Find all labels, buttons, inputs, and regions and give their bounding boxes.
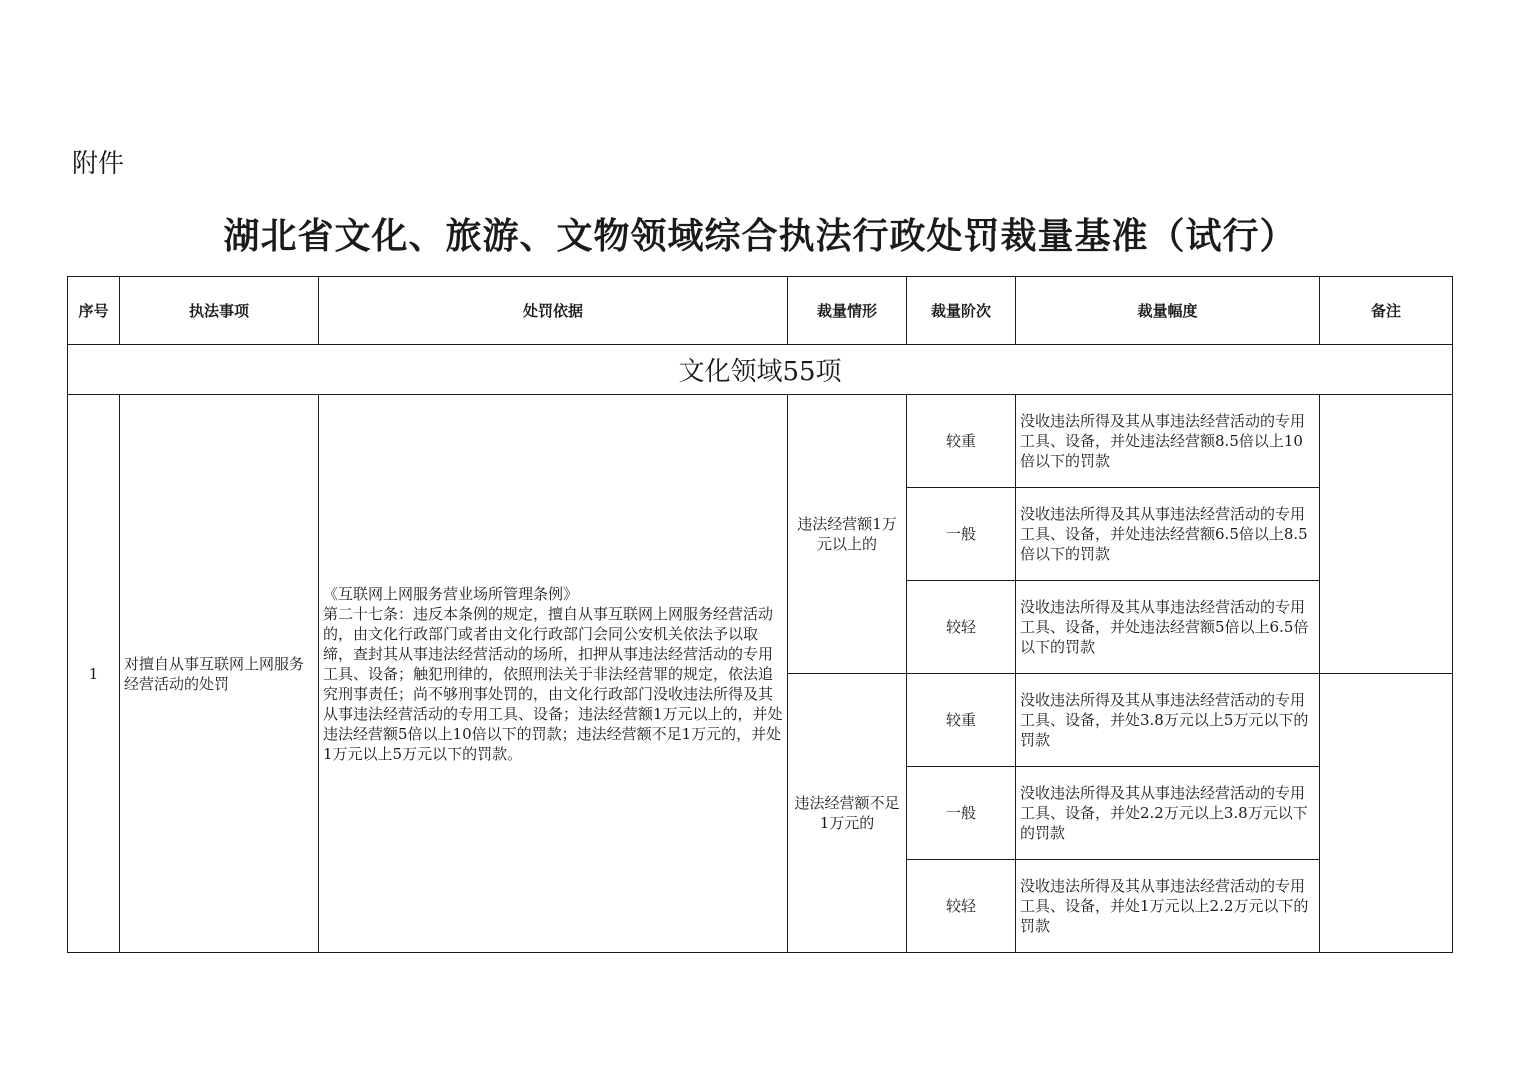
item-basis xyxy=(319,395,788,953)
grade-cell: 较轻 xyxy=(907,860,1016,953)
range-cell: 没收违法所得及其从事违法经营活动的专用工具、设备，并处1万元以上2.2万元以下的罚款 xyxy=(1016,860,1320,953)
header-grade: 裁量阶次 xyxy=(907,277,1016,345)
grade-cell: 一般 xyxy=(907,488,1016,581)
range-cell: 没收违法所得及其从事违法经营活动的专用工具、设备，并处3.8万元以上5万元以下的罚款 xyxy=(1016,674,1320,767)
item-seq: 1 xyxy=(68,395,120,953)
section-row xyxy=(68,345,1453,395)
header-seq: 序号 xyxy=(68,277,120,345)
document-title: 湖北省文化、旅游、文物领域综合执法行政处罚裁量基准（试行） xyxy=(223,215,1297,257)
situation-2: 违法经营额不足1万元的 xyxy=(788,674,907,953)
header-range: 裁量幅度 xyxy=(1016,277,1320,345)
remark-cell xyxy=(1320,395,1453,674)
basis-title: 《互联网上网服务营业场所管理条例》 xyxy=(323,584,579,603)
range-cell: 没收违法所得及其从事违法经营活动的专用工具、设备，并处2.2万元以上3.8万元以下的罚款 xyxy=(1016,767,1320,860)
table-row xyxy=(68,395,1453,488)
attachment-label: 附件 xyxy=(72,149,125,179)
basis-text: 第二十七条：违反本条例的规定，擅自从事互联网上网服务经营活动的，由文化行政部门或者由文化行政部门会同公安机关依法予以取缔，查封其从事违法经营活动的场所，扣押从事违法经营活动的专用工具、设备；触犯刑律的，依照刑法关于非法经营罪的规定，依法追究刑事责任；尚不够刑事处罚的，由文化行政部门没收违法所得及其从事违法经营活动的专用工具、设备；违法经营额1万元以上的，并处违法经营额5倍以上10倍以下的罚款；违法经营额不足1万元的，并处1万元以上5万元以下的罚款。 xyxy=(323,604,783,763)
remark-cell xyxy=(1320,674,1453,953)
grade-cell: 一般 xyxy=(907,767,1016,860)
header-basis: 处罚依据 xyxy=(319,277,788,345)
grade-cell: 较重 xyxy=(907,674,1016,767)
grade-cell: 较轻 xyxy=(907,581,1016,674)
header-matter: 执法事项 xyxy=(120,277,319,345)
situation-1: 违法经营额1万元以上的 xyxy=(788,395,907,674)
penalty-table xyxy=(67,276,1453,953)
range-cell: 没收违法所得及其从事违法经营活动的专用工具、设备，并处违法经营额8.5倍以上10倍以下的罚款 xyxy=(1016,395,1320,488)
item-matter: 对擅自从事互联网上网服务经营活动的处罚 xyxy=(120,395,319,953)
header-remark: 备注 xyxy=(1320,277,1453,345)
range-cell: 没收违法所得及其从事违法经营活动的专用工具、设备，并处违法经营额5倍以上6.5倍以下的罚款 xyxy=(1016,581,1320,674)
range-cell: 没收违法所得及其从事违法经营活动的专用工具、设备，并处违法经营额6.5倍以上8.5倍以下的罚款 xyxy=(1016,488,1320,581)
header-situation: 裁量情形 xyxy=(788,277,907,345)
grade-cell: 较重 xyxy=(907,395,1016,488)
header-row xyxy=(68,277,1453,345)
section-title: 文化领域55项 xyxy=(68,345,1453,395)
